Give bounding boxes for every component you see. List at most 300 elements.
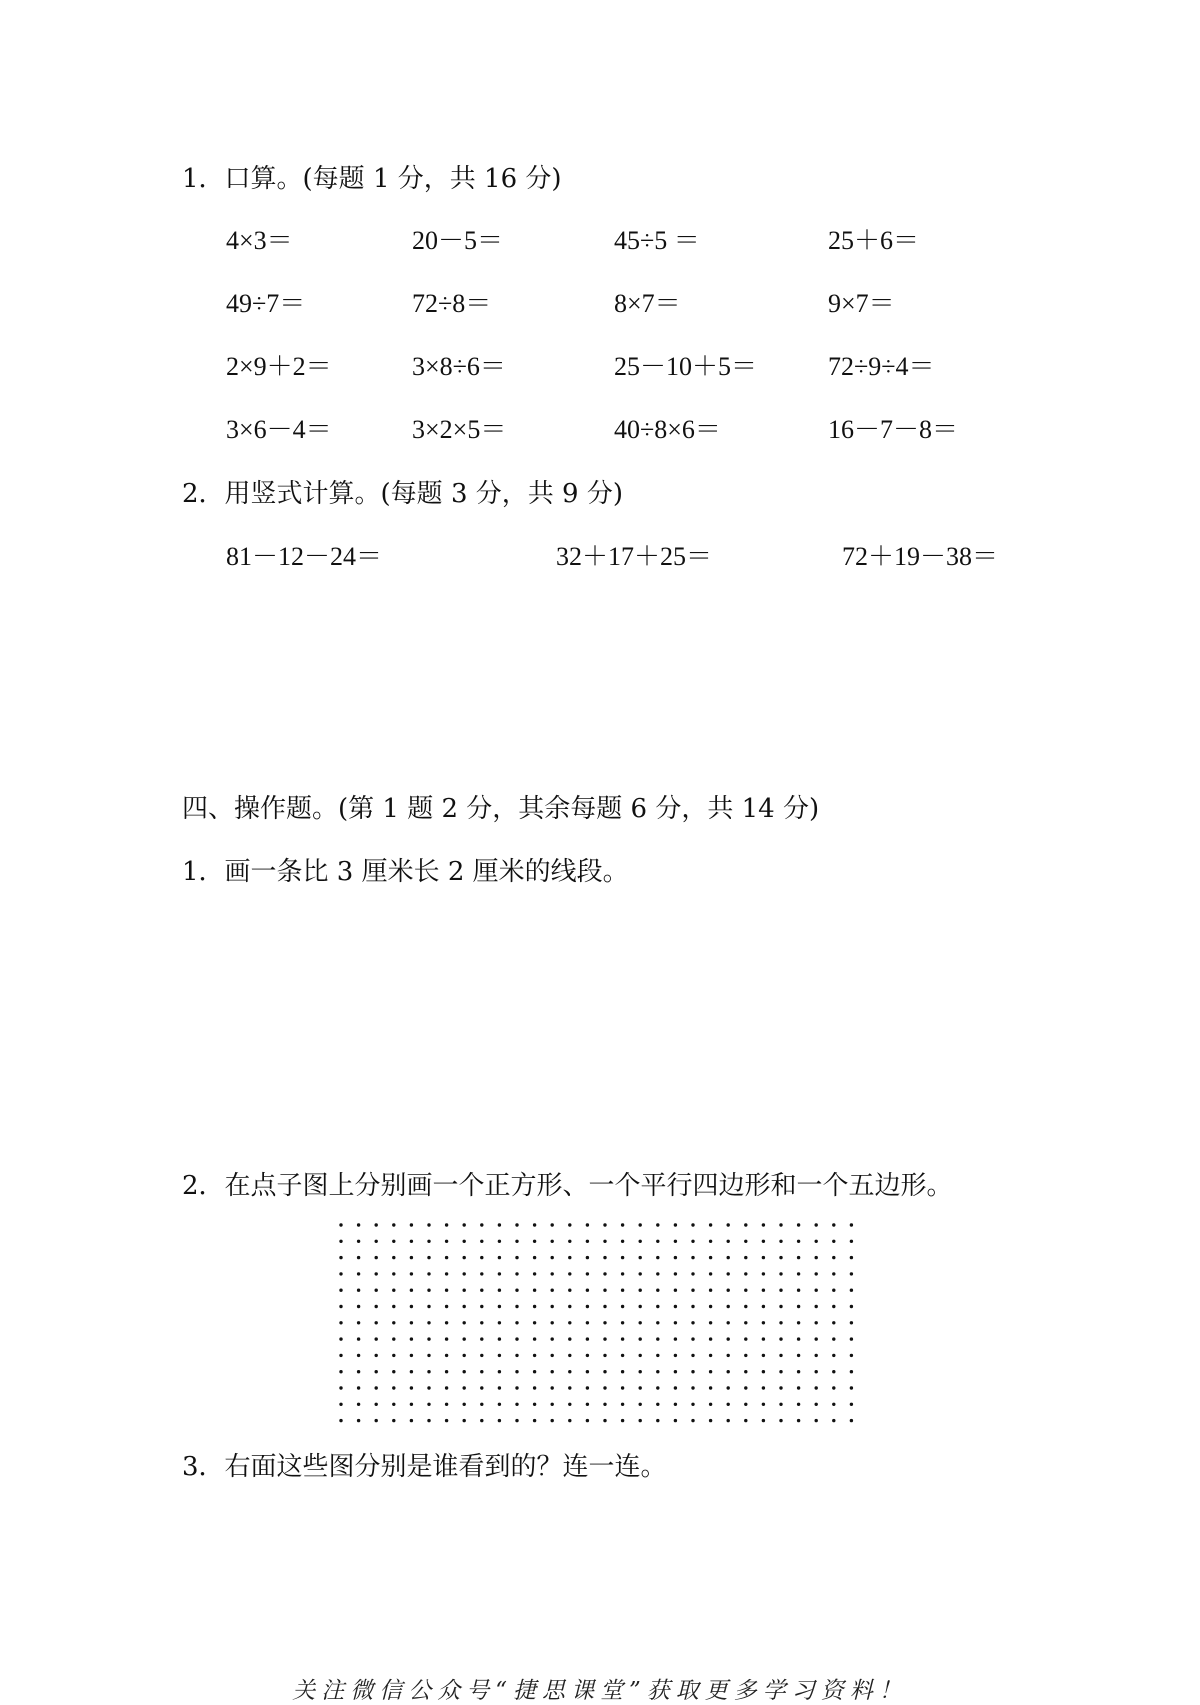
grid-dot: [339, 1321, 342, 1324]
grid-dot: [727, 1272, 730, 1275]
grid-dot: [850, 1256, 853, 1259]
grid-dot: [603, 1240, 606, 1243]
grid-dot: [515, 1403, 518, 1406]
grid-dot: [603, 1354, 606, 1357]
grid-dot: [727, 1403, 730, 1406]
grid-dot: [515, 1337, 518, 1340]
grid-dot: [656, 1223, 659, 1226]
grid-dot: [603, 1256, 606, 1259]
grid-dot: [621, 1337, 624, 1340]
grid-dot: [779, 1370, 782, 1373]
grid-dot: [621, 1223, 624, 1226]
grid-dot: [410, 1386, 413, 1389]
grid-dot: [568, 1240, 571, 1243]
grid-dot: [480, 1321, 483, 1324]
grid-dot: [498, 1337, 501, 1340]
grid-dot: [832, 1386, 835, 1389]
oral-calc-item: 45÷5 ＝: [614, 226, 700, 255]
grid-dot: [656, 1386, 659, 1389]
grid-dot: [410, 1403, 413, 1406]
grid-dot: [357, 1403, 360, 1406]
grid-dot: [410, 1370, 413, 1373]
grid-dot: [463, 1419, 466, 1422]
grid-dot: [375, 1289, 378, 1292]
grid-dot: [339, 1354, 342, 1357]
grid-dot: [779, 1256, 782, 1259]
grid-dot: [779, 1272, 782, 1275]
grid-dot: [498, 1305, 501, 1308]
grid-dot: [762, 1337, 765, 1340]
grid-dot: [375, 1321, 378, 1324]
grid-dot: [392, 1240, 395, 1243]
grid-dot: [727, 1321, 730, 1324]
grid-dot: [357, 1419, 360, 1422]
grid-dot: [586, 1223, 589, 1226]
grid-dot: [515, 1386, 518, 1389]
grid-dot: [709, 1240, 712, 1243]
grid-dot: [850, 1419, 853, 1422]
grid-dot: [762, 1419, 765, 1422]
grid-dot: [515, 1240, 518, 1243]
grid-dot: [533, 1289, 536, 1292]
grid-dot: [551, 1321, 554, 1324]
grid-dot: [797, 1386, 800, 1389]
grid-dot: [586, 1370, 589, 1373]
grid-dot: [551, 1240, 554, 1243]
grid-dot: [586, 1386, 589, 1389]
grid-dot: [691, 1321, 694, 1324]
oral-calc-item: 72÷8＝: [412, 289, 492, 318]
grid-dot: [691, 1256, 694, 1259]
grid-dot: [586, 1354, 589, 1357]
grid-dot: [568, 1386, 571, 1389]
grid-dot: [639, 1386, 642, 1389]
grid-dot: [410, 1305, 413, 1308]
oral-calc-item: 49÷7＝: [226, 289, 306, 318]
grid-dot: [709, 1272, 712, 1275]
grid-dot: [445, 1354, 448, 1357]
grid-dot: [779, 1289, 782, 1292]
grid-dot: [533, 1370, 536, 1373]
grid-dot: [339, 1337, 342, 1340]
grid-dot: [727, 1223, 730, 1226]
grid-dot: [339, 1403, 342, 1406]
grid-dot: [568, 1321, 571, 1324]
grid-dot: [463, 1354, 466, 1357]
grid-dot: [779, 1223, 782, 1226]
grid-dot: [392, 1354, 395, 1357]
grid-dot: [850, 1289, 853, 1292]
grid-dot: [691, 1419, 694, 1422]
grid-dot: [621, 1386, 624, 1389]
grid-dot: [586, 1256, 589, 1259]
grid-dot: [691, 1289, 694, 1292]
grid-dot: [392, 1321, 395, 1324]
grid-dot: [832, 1370, 835, 1373]
grid-dot: [797, 1305, 800, 1308]
grid-dot: [392, 1272, 395, 1275]
grid-dot: [551, 1403, 554, 1406]
grid-dot: [480, 1403, 483, 1406]
grid-dot: [603, 1223, 606, 1226]
oral-calc-item: 3×8÷6＝: [412, 352, 506, 381]
grid-dot: [603, 1419, 606, 1422]
grid-dot: [445, 1370, 448, 1373]
grid-dot: [603, 1370, 606, 1373]
oral-calc-item: 16－7－8＝: [828, 415, 959, 444]
grid-dot: [463, 1403, 466, 1406]
grid-dot: [850, 1354, 853, 1357]
grid-dot: [480, 1419, 483, 1422]
grid-dot: [480, 1272, 483, 1275]
grid-dot: [639, 1240, 642, 1243]
grid-dot: [815, 1370, 818, 1373]
grid-dot: [427, 1337, 430, 1340]
grid-dot: [427, 1289, 430, 1292]
grid-dot: [603, 1403, 606, 1406]
grid-dot: [832, 1223, 835, 1226]
grid-dot: [656, 1256, 659, 1259]
grid-dot: [762, 1386, 765, 1389]
grid-dot: [603, 1386, 606, 1389]
grid-dot: [691, 1305, 694, 1308]
dot-grid[interactable]: [338, 1222, 862, 1432]
grid-dot: [639, 1289, 642, 1292]
grid-dot: [392, 1223, 395, 1226]
grid-dot: [674, 1354, 677, 1357]
grid-dot: [357, 1354, 360, 1357]
grid-dot: [603, 1272, 606, 1275]
grid-dot: [586, 1272, 589, 1275]
grid-dot: [639, 1305, 642, 1308]
grid-dot: [850, 1240, 853, 1243]
grid-dot: [815, 1223, 818, 1226]
grid-dot: [744, 1403, 747, 1406]
grid-dot: [445, 1386, 448, 1389]
grid-dot: [832, 1419, 835, 1422]
grid-dot: [375, 1305, 378, 1308]
grid-dot: [463, 1321, 466, 1324]
grid-dot: [744, 1370, 747, 1373]
grid-dot: [463, 1386, 466, 1389]
grid-dot: [339, 1370, 342, 1373]
grid-dot: [357, 1305, 360, 1308]
grid-dot: [850, 1223, 853, 1226]
grid-dot: [498, 1272, 501, 1275]
oral-calc-item: 2×9＋2＝: [226, 352, 332, 381]
grid-dot: [533, 1403, 536, 1406]
grid-dot: [797, 1354, 800, 1357]
grid-dot: [762, 1403, 765, 1406]
grid-dot: [709, 1305, 712, 1308]
grid-dot: [445, 1305, 448, 1308]
grid-dot: [621, 1305, 624, 1308]
grid-dot: [427, 1240, 430, 1243]
vertical-calc-item: 81－12－24＝: [226, 542, 383, 571]
grid-dot: [639, 1419, 642, 1422]
grid-dot: [339, 1386, 342, 1389]
grid-dot: [674, 1403, 677, 1406]
oral-calc-item: 3×2×5＝: [412, 415, 507, 444]
grid-dot: [656, 1289, 659, 1292]
grid-dot: [709, 1223, 712, 1226]
grid-dot: [815, 1403, 818, 1406]
grid-dot: [850, 1370, 853, 1373]
grid-dot: [603, 1289, 606, 1292]
grid-dot: [762, 1289, 765, 1292]
grid-dot: [762, 1321, 765, 1324]
grid-dot: [709, 1256, 712, 1259]
grid-dot: [779, 1337, 782, 1340]
grid-dot: [410, 1256, 413, 1259]
grid-dot: [392, 1386, 395, 1389]
grid-dot: [762, 1305, 765, 1308]
grid-dot: [480, 1386, 483, 1389]
oral-calc-item: 72÷9÷4＝: [828, 352, 935, 381]
grid-dot: [797, 1321, 800, 1324]
grid-dot: [427, 1403, 430, 1406]
section4-q2: 2．在点子图上分别画一个正方形、一个平行四边形和一个五边形。: [182, 1171, 953, 1201]
grid-dot: [498, 1386, 501, 1389]
grid-dot: [656, 1419, 659, 1422]
grid-dot: [691, 1337, 694, 1340]
grid-dot: [815, 1337, 818, 1340]
grid-dot: [568, 1403, 571, 1406]
grid-dot: [392, 1419, 395, 1422]
grid-dot: [445, 1272, 448, 1275]
grid-dot: [480, 1256, 483, 1259]
grid-dot: [815, 1354, 818, 1357]
grid-dot: [480, 1337, 483, 1340]
grid-dot: [568, 1419, 571, 1422]
grid-dot: [392, 1370, 395, 1373]
grid-dot: [762, 1240, 765, 1243]
grid-dot: [339, 1272, 342, 1275]
grid-dot: [762, 1272, 765, 1275]
grid-dot: [463, 1289, 466, 1292]
grid-dot: [727, 1337, 730, 1340]
grid-dot: [727, 1370, 730, 1373]
grid-dot: [515, 1223, 518, 1226]
grid-dot: [375, 1403, 378, 1406]
grid-dot: [797, 1272, 800, 1275]
grid-dot: [375, 1337, 378, 1340]
grid-dot: [586, 1321, 589, 1324]
grid-dot: [375, 1256, 378, 1259]
grid-dot: [727, 1256, 730, 1259]
grid-dot: [744, 1256, 747, 1259]
grid-dot: [744, 1354, 747, 1357]
grid-dot: [375, 1240, 378, 1243]
grid-dot: [621, 1370, 624, 1373]
grid-dot: [621, 1354, 624, 1357]
grid-dot: [709, 1370, 712, 1373]
grid-dot: [621, 1256, 624, 1259]
grid-dot: [850, 1305, 853, 1308]
section4-heading: 四、操作题。(第 1 题 2 分，其余每题 6 分，共 14 分): [182, 794, 820, 824]
grid-dot: [744, 1223, 747, 1226]
grid-dot: [674, 1419, 677, 1422]
grid-dot: [779, 1403, 782, 1406]
grid-dot: [515, 1272, 518, 1275]
grid-dot: [691, 1223, 694, 1226]
grid-dot: [480, 1289, 483, 1292]
grid-dot: [709, 1419, 712, 1422]
grid-dot: [586, 1289, 589, 1292]
grid-dot: [797, 1337, 800, 1340]
grid-dot: [339, 1305, 342, 1308]
grid-dot: [727, 1386, 730, 1389]
grid-dot: [727, 1240, 730, 1243]
grid-dot: [744, 1321, 747, 1324]
grid-dot: [850, 1337, 853, 1340]
grid-dot: [339, 1240, 342, 1243]
grid-dot: [779, 1419, 782, 1422]
grid-dot: [586, 1419, 589, 1422]
grid-dot: [515, 1321, 518, 1324]
grid-dot: [691, 1240, 694, 1243]
footer-watermark: 关注微信公众号“捷思课堂”获取更多学习资料！: [292, 1678, 908, 1704]
oral-calc-item: 25＋6＝: [828, 226, 920, 255]
oral-calc-item: 8×7＝: [614, 289, 681, 318]
grid-dot: [832, 1240, 835, 1243]
grid-dot: [744, 1386, 747, 1389]
grid-dot: [621, 1419, 624, 1422]
grid-dot: [392, 1403, 395, 1406]
grid-dot: [832, 1305, 835, 1308]
grid-dot: [551, 1305, 554, 1308]
grid-dot: [533, 1354, 536, 1357]
grid-dot: [603, 1321, 606, 1324]
grid-dot: [832, 1289, 835, 1292]
oral-calc-item: 9×7＝: [828, 289, 895, 318]
grid-dot: [674, 1256, 677, 1259]
grid-dot: [463, 1370, 466, 1373]
grid-dot: [410, 1223, 413, 1226]
grid-dot: [832, 1337, 835, 1340]
grid-dot: [357, 1289, 360, 1292]
grid-dot: [797, 1419, 800, 1422]
grid-dot: [639, 1337, 642, 1340]
grid-dot: [674, 1223, 677, 1226]
grid-dot: [515, 1289, 518, 1292]
grid-dot: [691, 1386, 694, 1389]
grid-dot: [674, 1370, 677, 1373]
grid-dot: [357, 1337, 360, 1340]
grid-dot: [709, 1403, 712, 1406]
grid-dot: [709, 1321, 712, 1324]
grid-dot: [709, 1337, 712, 1340]
grid-dot: [463, 1337, 466, 1340]
grid-dot: [656, 1337, 659, 1340]
grid-dot: [463, 1256, 466, 1259]
grid-dot: [832, 1321, 835, 1324]
grid-dot: [463, 1272, 466, 1275]
grid-dot: [515, 1354, 518, 1357]
grid-dot: [533, 1305, 536, 1308]
grid-dot: [498, 1354, 501, 1357]
grid-dot: [568, 1337, 571, 1340]
grid-dot: [410, 1354, 413, 1357]
grid-dot: [744, 1305, 747, 1308]
grid-dot: [674, 1289, 677, 1292]
grid-dot: [568, 1272, 571, 1275]
grid-dot: [551, 1354, 554, 1357]
grid-dot: [498, 1289, 501, 1292]
grid-dot: [357, 1272, 360, 1275]
grid-dot: [410, 1337, 413, 1340]
grid-dot: [551, 1272, 554, 1275]
grid-dot: [339, 1256, 342, 1259]
grid-dot: [744, 1289, 747, 1292]
oral-calc-item: 40÷8×6＝: [614, 415, 721, 444]
grid-dot: [797, 1223, 800, 1226]
grid-dot: [445, 1240, 448, 1243]
grid-dot: [357, 1256, 360, 1259]
grid-dot: [797, 1370, 800, 1373]
grid-dot: [709, 1386, 712, 1389]
grid-dot: [639, 1256, 642, 1259]
grid-dot: [656, 1403, 659, 1406]
grid-dot: [691, 1354, 694, 1357]
grid-dot: [427, 1223, 430, 1226]
grid-dot: [779, 1321, 782, 1324]
grid-dot: [498, 1240, 501, 1243]
grid-dot: [357, 1240, 360, 1243]
grid-dot: [762, 1370, 765, 1373]
grid-dot: [339, 1223, 342, 1226]
grid-dot: [727, 1289, 730, 1292]
grid-dot: [832, 1403, 835, 1406]
grid-dot: [815, 1256, 818, 1259]
grid-dot: [498, 1419, 501, 1422]
oral-calc-item: 25－10＋5＝: [614, 352, 758, 381]
q1-title: 1．口算。(每题 1 分，共 16 分): [182, 164, 562, 194]
grid-dot: [656, 1370, 659, 1373]
grid-dot: [551, 1223, 554, 1226]
grid-dot: [480, 1354, 483, 1357]
grid-dot: [339, 1419, 342, 1422]
grid-dot: [568, 1354, 571, 1357]
grid-dot: [586, 1337, 589, 1340]
grid-dot: [744, 1240, 747, 1243]
grid-dot: [533, 1223, 536, 1226]
grid-dot: [551, 1370, 554, 1373]
grid-dot: [850, 1386, 853, 1389]
grid-dot: [815, 1386, 818, 1389]
grid-dot: [551, 1337, 554, 1340]
grid-dot: [674, 1272, 677, 1275]
grid-dot: [357, 1223, 360, 1226]
grid-dot: [551, 1256, 554, 1259]
grid-dot: [586, 1403, 589, 1406]
grid-dot: [639, 1321, 642, 1324]
section4-q3: 3．右面这些图分别是谁看到的？连一连。: [182, 1452, 667, 1482]
grid-dot: [568, 1223, 571, 1226]
grid-dot: [603, 1305, 606, 1308]
grid-dot: [621, 1272, 624, 1275]
grid-dot: [674, 1337, 677, 1340]
grid-dot: [779, 1354, 782, 1357]
grid-dot: [533, 1272, 536, 1275]
grid-dot: [480, 1223, 483, 1226]
grid-dot: [480, 1240, 483, 1243]
grid-dot: [515, 1370, 518, 1373]
grid-dot: [427, 1370, 430, 1373]
grid-dot: [691, 1272, 694, 1275]
grid-dot: [744, 1337, 747, 1340]
grid-dot: [815, 1272, 818, 1275]
